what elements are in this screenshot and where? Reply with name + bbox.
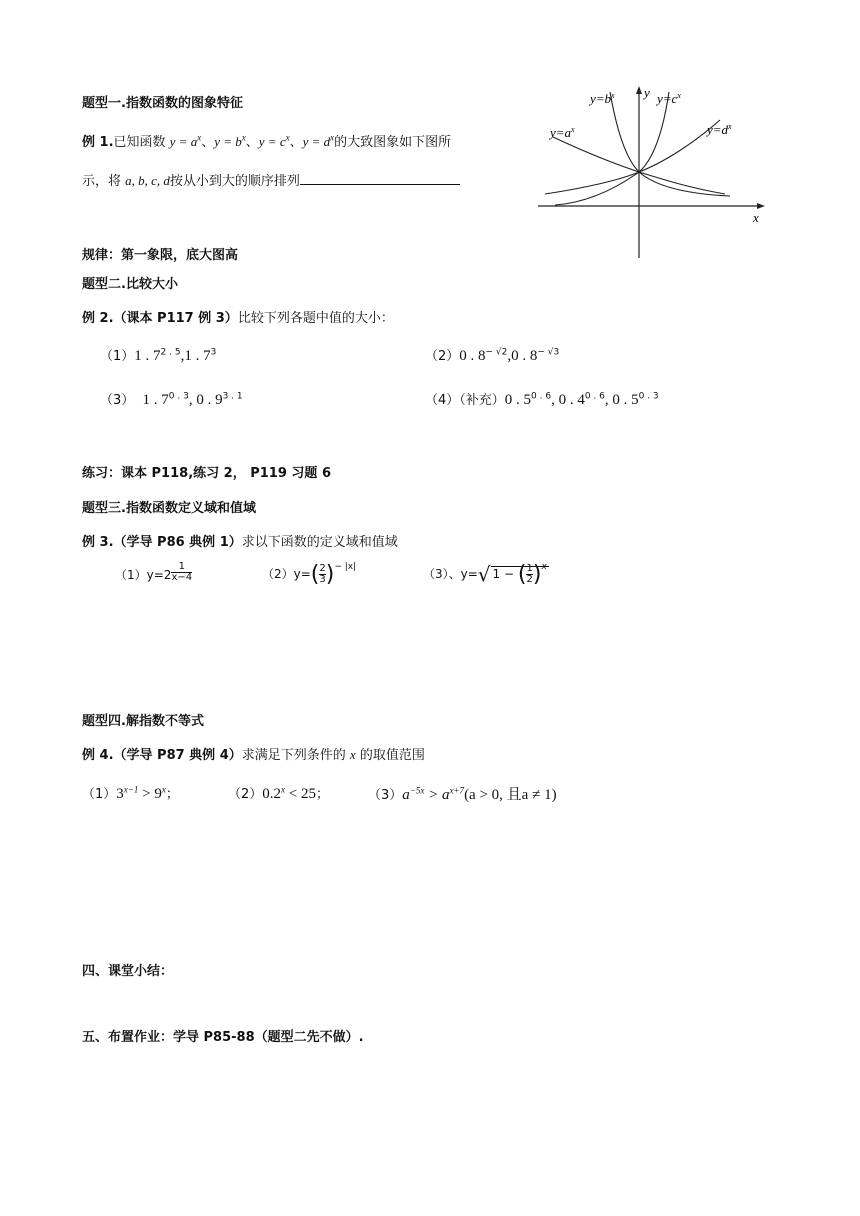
label-x: x bbox=[753, 210, 759, 225]
answer-blank[interactable] bbox=[300, 172, 460, 185]
section-1-heading: 题型一.指数函数的图象特征 bbox=[82, 96, 243, 111]
homework-heading: 五、布置作业：学导 P85-88（题型二先不做）. bbox=[82, 1030, 364, 1045]
label-yb: $y=b^x$ bbox=[590, 91, 615, 106]
exponential-graph bbox=[535, 82, 770, 262]
example-4: 例 4.（学导 P87 典例 4）求满足下列条件的 x 的取值范围 bbox=[82, 747, 425, 763]
y-axis-arrow bbox=[636, 86, 642, 94]
label-yc: $y=c^x$ bbox=[657, 91, 681, 106]
example-4-label: 例 4.（学导 P87 典例 4） bbox=[82, 748, 242, 763]
example-1-text-post: 的大致图象如下图所 bbox=[334, 135, 452, 150]
sep: 、 bbox=[201, 135, 215, 150]
rule-text: 规律：第一象限，底大图高 bbox=[82, 248, 239, 263]
example-1-line-2-post: 按从小到大的顺序排列 bbox=[169, 174, 300, 189]
practice-text: 练习：课本 P118,练习 2， P119 习题 6 bbox=[82, 466, 331, 481]
function-c: $y = c^x$ bbox=[258, 132, 290, 149]
section-4-heading: 题型四.解指数不等式 bbox=[82, 714, 204, 729]
sep: 、 bbox=[289, 135, 303, 150]
example-2-text: 比较下列各题中值的大小： bbox=[237, 311, 394, 326]
example-3-label: 例 3.（学导 P86 典例 1） bbox=[82, 535, 242, 550]
function-d: $y = d^x$ bbox=[302, 132, 335, 149]
section-3-heading: 题型三.指数函数定义域和值域 bbox=[82, 501, 256, 516]
question-4-2: $(2)0.2^x < 25$； bbox=[228, 784, 330, 802]
function-a: $y = a^x$ bbox=[169, 132, 202, 149]
example-3-text: 求以下函数的定义域和值域 bbox=[241, 535, 398, 550]
example-1-label: 例 1. bbox=[82, 135, 114, 150]
question-2-3: （3） 1 . $7^{0 . 3}$, 0 . $9^{3 . 1}$ bbox=[100, 391, 243, 408]
x-axis-arrow bbox=[757, 203, 765, 209]
label-ya: $y=a^x$ bbox=[550, 125, 575, 140]
question-4-3: $(3)a^{-5x} > a^{x+7}(a > 0$, 且a ≠ 1) bbox=[368, 785, 557, 803]
question-3-3: （3）、y=√ 1 − ( $\frac{1}{2}$ )$^x$ bbox=[423, 562, 547, 587]
example-1-line-2-pre: 示，将 bbox=[82, 174, 126, 189]
question-2-4: （4）（补充）0 . $5^{0 . 6}$, 0 . $4^{0 . 6}$, 0 . $5^{0 . 3}$ bbox=[425, 391, 659, 408]
example-1-text: 已知函数 bbox=[113, 135, 170, 150]
section-2-heading: 题型二.比较大小 bbox=[82, 277, 178, 292]
summary-heading: 四、课堂小结： bbox=[82, 964, 174, 979]
curve-c bbox=[555, 92, 669, 205]
question-2-2: （2）0 . $8^{- √2},0$ . $8^{- √3}$ bbox=[425, 347, 560, 364]
function-b: $y = b^x$ bbox=[214, 132, 246, 149]
example-4-text: 求满足下列条件的 bbox=[241, 748, 350, 763]
curve-b bbox=[610, 92, 730, 196]
variables: a, b, c, d bbox=[125, 173, 170, 188]
label-y: y bbox=[644, 85, 650, 100]
example-1-line-1 bbox=[82, 131, 451, 150]
example-2-label: 例 2.（课本 P117 例 3） bbox=[82, 311, 238, 326]
question-3-2: （2）y=( $\frac{2}{3}$ )$^{- |x|}$ bbox=[262, 562, 357, 587]
example-3 bbox=[82, 531, 398, 550]
label-yd: $y=d^x$ bbox=[707, 122, 732, 137]
question-3-1: （1）y=2 $\frac{1}{x-4}$ bbox=[115, 561, 193, 583]
example-2 bbox=[82, 307, 394, 326]
question-2-1: （1）1 . $7^{2 . 5},1$ . $7^3$ bbox=[100, 347, 217, 364]
question-4-1: $(1)3^{x-1} > 9^x$； bbox=[82, 784, 179, 802]
sep: 、 bbox=[245, 135, 259, 150]
example-1-line-2 bbox=[82, 170, 460, 189]
